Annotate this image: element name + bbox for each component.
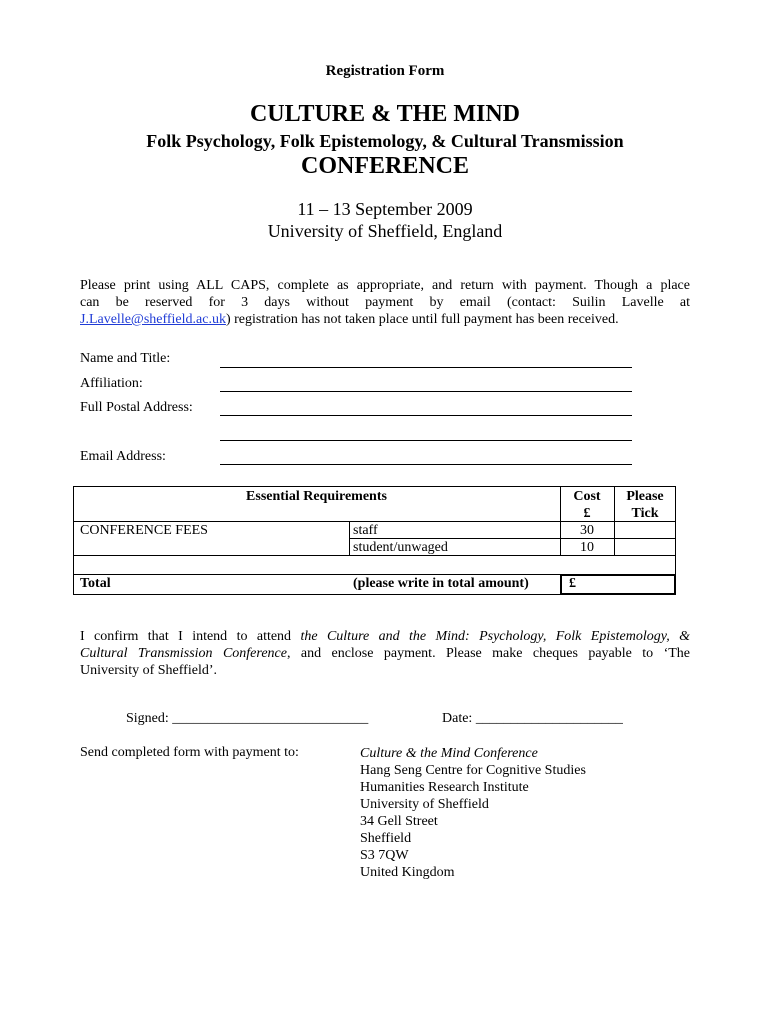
form-heading: Registration Form	[325, 63, 445, 79]
instructions-line-rest: ) registration has not taken place until full payment has been received.	[225, 312, 619, 327]
postal-address-field-line2[interactable]	[220, 440, 632, 441]
name-title-field[interactable]	[220, 367, 632, 368]
requirements-table	[73, 486, 676, 595]
conference-name-part2: Cultural Transmission Conference	[80, 646, 287, 661]
instructions-line: can be reserved for 3 days without payment by email (contact: Suilin Lavelle at	[80, 295, 690, 310]
cost-header: Cost	[573, 489, 601, 504]
total-label: Total	[80, 576, 111, 591]
confirmation-line	[80, 628, 690, 645]
confirmation-line: University of Sheffield’.	[80, 663, 217, 678]
postal-address-field[interactable]	[220, 415, 632, 416]
total-amount-field[interactable]: £	[569, 576, 576, 591]
address-line: 34 Gell Street	[360, 814, 438, 829]
signature-field[interactable]: Signed: ____________________________	[126, 711, 369, 726]
email-address-label: Email Address:	[80, 449, 166, 464]
email-address-field[interactable]	[220, 464, 632, 465]
conference-name-part1: the Culture and the Mind: Psychology, Folk Epistemology, &	[300, 629, 690, 644]
instructions-line	[80, 311, 690, 328]
fee-cost-student: 10	[580, 540, 594, 555]
tick-header: Please	[626, 489, 664, 504]
affiliation-label: Affiliation:	[80, 376, 143, 391]
confirmation-prefix: I confirm that I intend to attend	[80, 629, 301, 644]
address-line: Humanities Research Institute	[360, 780, 529, 795]
tick-header-line2: Tick	[631, 506, 659, 521]
mailing-address	[360, 745, 586, 881]
instructions-line: Please print using ALL CAPS, complete as appropriate, and return with payment. Though a place	[80, 278, 690, 293]
conference-title: CULTURE & THE MIND	[249, 101, 521, 127]
tick-box-staff[interactable]	[615, 522, 674, 538]
tick-box-student[interactable]	[615, 539, 674, 555]
fee-cost-staff: 30	[580, 523, 594, 538]
conference-venue: University of Sheffield, England	[267, 221, 503, 241]
address-line: United Kingdom	[360, 865, 455, 880]
confirmation-middle: , and enclose payment. Please make cheques payable to ‘The	[286, 646, 690, 661]
conference-word: CONFERENCE	[300, 153, 469, 179]
conference-fees-label: CONFERENCE FEES	[80, 523, 208, 538]
contact-email-link[interactable]: J.Lavelle@sheffield.ac.uk	[80, 312, 226, 327]
conference-dates: 11 – 13 September 2009	[297, 199, 473, 219]
address-line: S3 7QW	[360, 848, 409, 863]
postal-address-label: Full Postal Address:	[80, 400, 193, 415]
date-field[interactable]: Date: _____________________	[442, 711, 623, 726]
conference-subtitle: Folk Psychology, Folk Epistemology, & Cultural Transmission	[146, 131, 624, 151]
address-line: University of Sheffield	[360, 797, 489, 812]
name-title-label: Name and Title:	[80, 351, 171, 366]
fee-category-student: student/unwaged	[353, 540, 448, 555]
affiliation-field[interactable]	[220, 391, 632, 392]
instructions-paragraph	[80, 277, 690, 328]
address-title: Culture & the Mind Conference	[360, 746, 538, 761]
fee-category-staff: staff	[353, 523, 378, 538]
send-form-label: Send completed form with payment to:	[80, 745, 299, 760]
address-line: Sheffield	[360, 831, 412, 846]
requirements-header: Essential Requirements	[246, 489, 387, 504]
address-line: Hang Seng Centre for Cognitive Studies	[360, 763, 586, 778]
confirmation-line	[80, 645, 690, 662]
confirmation-paragraph	[80, 628, 690, 679]
cost-currency-header: £	[583, 506, 591, 521]
total-instruction: (please write in total amount)	[353, 576, 529, 591]
